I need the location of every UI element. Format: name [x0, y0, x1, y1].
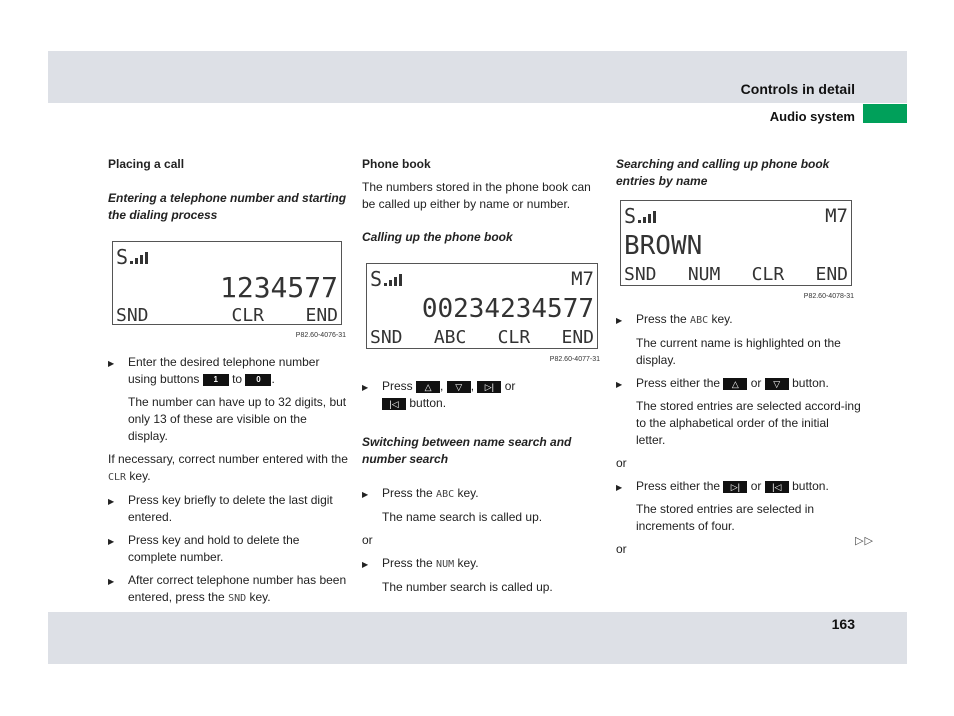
skip-forward-icon: ▷|	[723, 481, 747, 493]
signal-icon	[384, 274, 402, 286]
lcd-display	[112, 241, 342, 325]
step-press-abc	[362, 485, 602, 503]
step-text: Press the	[382, 486, 433, 500]
step-text-end: button.	[409, 396, 447, 410]
note-highlighted: The current name is highlighted on the display.	[636, 336, 841, 367]
note-name-search: The name search is called up.	[382, 510, 543, 524]
section-tab-marker	[863, 104, 907, 123]
step-text: After correct telephone number has been entered, press the	[128, 573, 347, 604]
step-text: Press either the	[636, 479, 721, 493]
phone-book-intro: The numbers stored in the phone book can be called up either by name or number.	[362, 180, 591, 211]
down-arrow-icon: ▽	[765, 378, 789, 390]
key-abc-label: ABC	[436, 489, 455, 500]
softkey-end: END	[305, 305, 338, 326]
key-num-label: NUM	[436, 559, 455, 570]
step-text-end: key.	[457, 556, 479, 570]
step-press-skip	[616, 478, 861, 495]
step-press-arrows: ▶ Press △ , ▽ , ▷| or |◁ button.	[362, 378, 602, 412]
step-text: Enter the desired telephone number using buttons	[128, 355, 320, 386]
key-abc-label: ABC	[690, 315, 709, 326]
softkey-end: END	[561, 327, 594, 348]
lcd-status-letter: S	[116, 245, 129, 269]
up-arrow-icon: △	[416, 381, 440, 393]
lcd-memory: M7	[825, 205, 848, 227]
section-title: Controls in detail	[740, 81, 855, 97]
signal-icon	[638, 211, 656, 223]
key-snd-label: SND	[228, 593, 247, 604]
softkey-clr: CLR	[231, 305, 264, 326]
subheading-calling-up: Calling up the phone book	[362, 230, 513, 244]
footer-band	[48, 612, 907, 664]
key-clr-label: CLR	[108, 472, 127, 483]
step-text-or: or	[504, 379, 516, 393]
continued-icon: ▷▷	[855, 535, 874, 547]
step-press-snd	[108, 572, 348, 607]
para-correct-number	[108, 451, 348, 486]
softkey-clr: CLR	[751, 264, 785, 285]
subsection-title: Audio system	[769, 109, 855, 124]
note-digits: The number can have up to 32 digits, but only 13 of these are visible on the display.	[128, 395, 347, 443]
step-text: Press	[382, 379, 413, 393]
signal-icon	[130, 252, 148, 264]
lcd-memory: M7	[571, 268, 594, 290]
key-0-icon: 0	[245, 374, 271, 386]
step-text-or: or	[750, 376, 762, 390]
step-delete-digit: ▶ Press key briefly to delete the last digit entered.	[108, 492, 348, 526]
step-press-up-down	[616, 375, 861, 392]
or-text: or	[362, 533, 373, 547]
lcd-status	[370, 267, 402, 291]
step-press-abc	[616, 311, 861, 329]
heading-placing-call: Placing a call	[108, 157, 185, 171]
up-arrow-icon: △	[723, 378, 747, 390]
column-phone-book	[362, 156, 602, 602]
step-enter-number: ▶ Enter the desired telephone number using buttons 1 to 0 .	[108, 354, 348, 388]
note-number-search: The number search is called up.	[382, 580, 553, 594]
display-figure-1	[108, 241, 348, 344]
lcd-status-letter: S	[370, 267, 383, 291]
column-placing-a-call	[108, 156, 348, 613]
lcd-number: 00234234577	[421, 294, 594, 324]
heading-phone-book: Phone book	[362, 157, 431, 171]
step-press-num	[362, 555, 602, 573]
softkey-snd: SND	[624, 264, 657, 285]
or-text: or	[616, 456, 627, 470]
figure-id: P82.60-4076-31	[295, 332, 346, 339]
lcd-number: 1234577	[219, 271, 338, 304]
softkey-end: END	[815, 264, 848, 285]
step-text: Press either the	[636, 376, 721, 390]
or-text: or	[616, 542, 627, 556]
step-text-end: key.	[457, 486, 479, 500]
figure-id: P82.60-4078-31	[803, 293, 854, 300]
softkey-abc: ABC	[433, 327, 467, 348]
display-figure-3	[616, 200, 861, 305]
skip-forward-icon: ▷|	[477, 381, 501, 393]
lcd-status	[624, 204, 656, 228]
step-text-to: to	[232, 372, 243, 386]
para-text: If necessary, correct number entered with the	[108, 452, 348, 466]
column-search-by-name	[616, 156, 861, 564]
subheading-searching: Searching and calling up phone book entries by name	[616, 157, 830, 188]
lcd-status	[116, 245, 148, 269]
lcd-name: BROWN	[624, 231, 703, 261]
softkey-num: NUM	[687, 264, 721, 285]
step-text-end: key.	[711, 312, 733, 326]
figure-id: P82.60-4077-31	[549, 356, 600, 363]
key-1-icon: 1	[203, 374, 229, 386]
lcd-display	[366, 263, 598, 349]
step-delete-number: ▶ Press key and hold to delete the complete number.	[108, 532, 348, 566]
softkey-snd: SND	[370, 327, 403, 348]
softkey-snd: SND	[116, 305, 149, 326]
display-figure-2	[362, 263, 602, 368]
skip-back-icon: |◁	[765, 481, 789, 493]
note-alphabetical: The stored entries are selected accord-ing to the alphabetical order of the initial letter.	[636, 399, 861, 447]
lcd-display	[620, 200, 852, 286]
step-text: Press the	[636, 312, 687, 326]
subheading-entering-number: Entering a telephone number and starting the dialing process	[108, 191, 347, 222]
step-text: Press the	[382, 556, 433, 570]
step-text-or: or	[750, 479, 762, 493]
step-text-end: button.	[792, 376, 829, 390]
note-increments: The stored entries are selected in increments of four.	[636, 502, 815, 533]
para-text-end: key.	[129, 469, 151, 483]
down-arrow-icon: ▽	[447, 381, 471, 393]
softkey-clr: CLR	[497, 327, 531, 348]
lcd-status-letter: S	[624, 204, 637, 228]
subheading-switching: Switching between name search and number search	[362, 435, 572, 466]
step-text-end: button.	[792, 479, 829, 493]
skip-back-icon: |◁	[382, 398, 406, 410]
step-text-end: key.	[249, 590, 271, 604]
page-number: 163	[831, 616, 855, 632]
